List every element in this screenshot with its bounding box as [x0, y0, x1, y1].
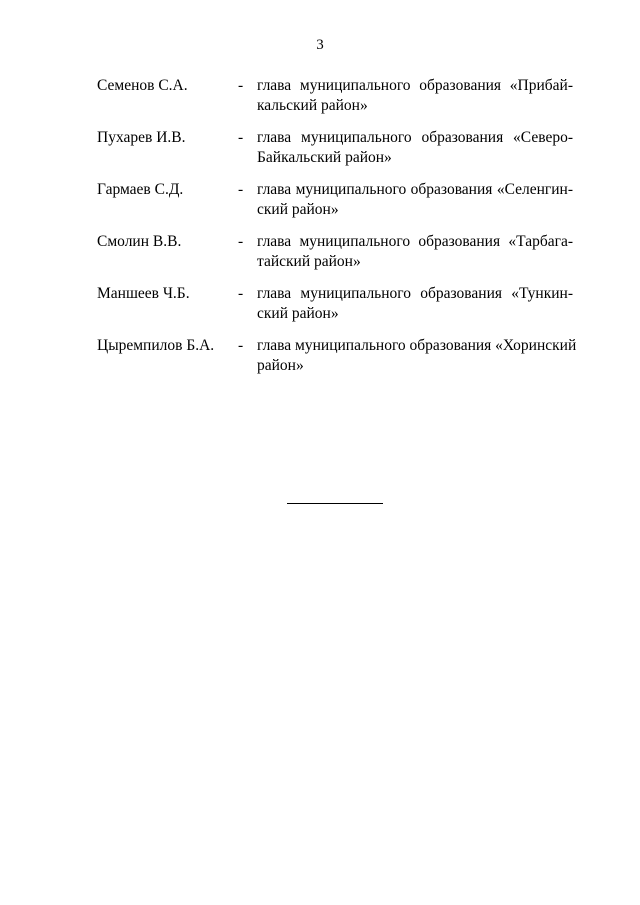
list-item [97, 128, 573, 180]
position-line-2: тайский район» [257, 253, 361, 270]
official-name: Цыремпилов Б.А. [97, 337, 215, 354]
list-item [97, 232, 573, 284]
official-name: Гармаев С.Д. [97, 181, 184, 198]
official-position [257, 336, 576, 388]
list-item [97, 284, 573, 336]
position-line-2: кальский район» [257, 97, 368, 114]
officials-list [97, 76, 577, 388]
position-line-1: глава муниципального образования «Селенгин- [257, 181, 573, 198]
position-line-1: глава муниципального образования «Тарбага- [257, 233, 573, 250]
official-position [257, 76, 573, 128]
position-line-2: район» [257, 357, 304, 374]
official-name: Пухарев И.В. [97, 129, 186, 146]
position-line-2: ский район» [257, 305, 339, 322]
list-item [97, 180, 573, 232]
official-position [257, 284, 573, 336]
official-position [257, 232, 573, 284]
dash-separator: - [238, 285, 244, 302]
dash-separator: - [238, 233, 244, 250]
dash-separator: - [238, 181, 244, 198]
list-item [97, 336, 577, 388]
dash-separator: - [238, 129, 244, 146]
end-separator-line [287, 503, 383, 504]
official-position [257, 128, 573, 180]
position-line-2: ский район» [257, 201, 339, 218]
official-name: Семенов С.А. [97, 77, 188, 94]
official-name: Смолин В.В. [97, 233, 182, 250]
position-line-1: глава муниципального образования «Прибай- [257, 77, 573, 94]
official-position [257, 180, 573, 232]
position-line-2: Байкальский район» [257, 149, 392, 166]
page-number: 3 [316, 37, 324, 53]
position-line-1: глава муниципального образования «Северо- [257, 129, 573, 146]
position-line-1: глава муниципального образования «Хоринский [257, 337, 577, 354]
dash-separator: - [238, 77, 244, 94]
official-name: Маншеев Ч.Б. [97, 285, 190, 302]
list-item [97, 76, 573, 128]
dash-separator: - [238, 337, 244, 354]
position-line-1: глава муниципального образования «Тункин- [257, 285, 573, 302]
